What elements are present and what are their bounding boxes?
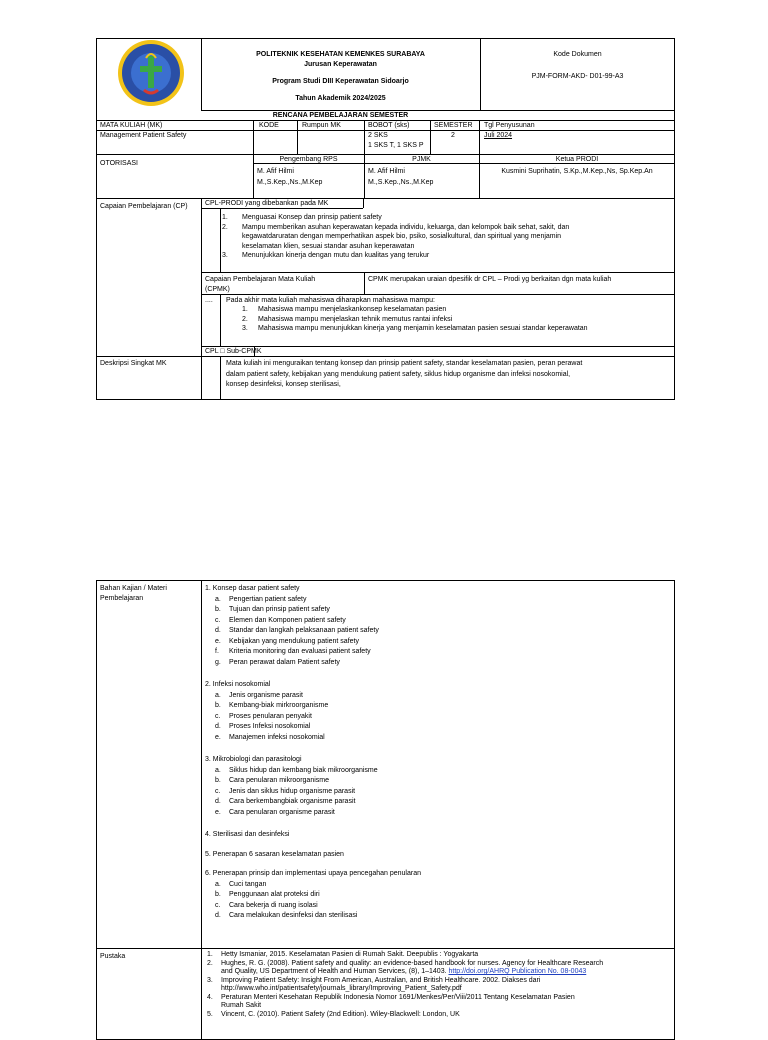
bahan-item <box>205 808 665 819</box>
bobot-detail: 1 SKS T, 1 SKS P <box>368 142 424 149</box>
bahan-item <box>205 722 665 733</box>
semester-value: 2 <box>451 132 455 139</box>
cpl-item-number: 3. <box>222 252 228 259</box>
cpmk-item-text: Mahasiswa mampu menjelaskankonsep keselamatan pasien <box>258 306 447 313</box>
academic-year: Tahun Akademik 2024/2025 <box>295 95 386 102</box>
mk-name: Management Patient Safety <box>100 132 187 139</box>
bahan-item-letter: g. <box>215 658 221 666</box>
bahan-item-letter: b. <box>215 606 221 613</box>
col-ketua: Ketua PRODI <box>555 156 599 163</box>
bahan-item-text: Cara penularan organisme parasit <box>229 808 335 816</box>
rps-title: RENCANA PEMBELAJARAN SEMESTER <box>272 112 409 119</box>
pustaka-line <box>205 1002 673 1011</box>
cpmk-item-number: 1. <box>242 306 248 313</box>
cpmk-dots: .... <box>205 297 213 304</box>
pustaka-line <box>205 1011 673 1020</box>
pustaka-line <box>205 994 673 1003</box>
cpl-item <box>222 223 672 233</box>
bahan-item <box>205 797 665 808</box>
bahan-section-title: 1. Konsep dasar patient safety <box>205 585 300 592</box>
sub-cpmk-label: CPL □ Sub-CPMK <box>205 348 262 355</box>
bahan-item-text: Penggunaan alat proteksi diri <box>229 891 320 898</box>
institution-logo <box>116 38 186 108</box>
bahan-item-letter: b. <box>215 777 221 784</box>
cpmk-item <box>226 305 672 315</box>
cpmk-label-2: (CPMK) <box>205 286 230 293</box>
bahan-item-text: Tujuan dan prinsip patient safety <box>229 606 330 613</box>
bahan-item-letter: b. <box>215 702 221 709</box>
bahan-section-title: 3. Mikrobiologi dan parasitologi <box>205 756 302 763</box>
cpmk-list <box>226 305 672 334</box>
bahan-item <box>205 616 665 627</box>
program-name: Program Studi DIII Keperawatan Sidoarjo <box>272 78 409 85</box>
bahan-section-title: 2. Infeksi nosokomial <box>205 681 271 688</box>
cpl-item-number: 1. <box>222 214 228 221</box>
bahan-item-text: Manajemen infeksi nosokomial <box>229 733 325 741</box>
cpl-list <box>222 213 672 261</box>
bahan-item-letter: a. <box>215 880 221 888</box>
department-name: Jurusan Keperawatan <box>304 61 377 68</box>
cpmk-item-number: 2. <box>242 315 248 323</box>
institution-name: POLITEKNIK KESEHATAN KEMENKES SURABAYA <box>256 51 425 58</box>
bahan-item-text: Kembang-biak mirkroorganisme <box>229 702 329 709</box>
pustaka-text: Hetty Ismaniar, 2015. Keselamatan Pasien di Rumah Sakit. Deepublis : Yogyakarta <box>221 951 479 958</box>
cpl-item-text: Menguasai Konsep dan prinsip patient safety <box>242 214 382 221</box>
bahan-item-letter: a. <box>215 691 221 699</box>
bahan-item-text: Jenis dan siklus hidup organisme parasit <box>229 787 356 795</box>
bahan-item-text: Cara bekerja di ruang isolasi <box>229 901 318 909</box>
pjmk-name: M. Afif Hilmi <box>368 168 405 175</box>
cpl-header: CPL-PRODI yang dibebankan pada MK <box>205 200 329 207</box>
deskripsi-line: dalam patient safety, kebijakan yang mendukung patient safety, siklus hidup organisme dan infeksi nosokomial, <box>226 370 571 378</box>
bahan-item <box>205 776 665 787</box>
pustaka-text: Improving Patient Safety: Insight From American, Australian, and British Healthcare. 2002. Diakses dari <box>221 976 541 984</box>
bahan-item <box>205 880 665 891</box>
pustaka-list <box>205 951 673 1019</box>
bahan-item-text: Kriteria monitoring dan evaluasi patient safety <box>229 648 371 655</box>
cpmk-intro: Pada akhir mata kuliah mahasiswa diharapkan mahasiswa mampu: <box>226 297 435 304</box>
bahan-item <box>205 595 665 606</box>
col-kode: KODE <box>259 122 279 129</box>
bahan-item-text: Kebijakan yang mendukung patient safety <box>229 637 359 645</box>
cpmk-description: CPMK merupakan uraian dpesifik dr CPL – Prodi yg berkaitan dgn mata kuliah <box>368 276 612 283</box>
deskripsi-text <box>226 359 672 391</box>
pustaka-number: 4. <box>207 993 213 1001</box>
bahan-item-letter: a. <box>215 595 221 603</box>
bahan-item-letter: b. <box>215 891 221 898</box>
col-tgl: Tgl Penyusunan <box>484 122 535 129</box>
bahan-item <box>205 637 665 648</box>
cpl-item-text: Mampu memberikan asuhan keperawatan kepada individu, keluarga, dan kelompok baik sehat, sakit, dan <box>242 223 570 231</box>
bahan-item-text: Elemen dan Komponen patient safety <box>229 616 346 624</box>
bahan-item-letter: d. <box>215 723 221 730</box>
cpl-item-text: keselamatan klien, sesuai standar asuhan keperawatan <box>242 242 415 250</box>
doc-code: PJM-FORM-AKD- D01-99-A3 <box>531 73 624 80</box>
bahan-item <box>205 626 665 637</box>
pustaka-number: 3. <box>207 976 213 984</box>
col-semester: SEMESTER <box>434 122 473 129</box>
bahan-item <box>205 647 665 658</box>
bahan-item <box>205 733 665 744</box>
bahan-item <box>205 691 665 702</box>
bahan-spacer <box>205 818 665 830</box>
capaian-label: Capaian Pembelajaran (CP) <box>100 203 188 210</box>
pustaka-text: and Quality, US Department of Health and Human Services, (8), 1–1403. <box>221 968 449 975</box>
tgl-value: Juli 2024 <box>484 132 513 139</box>
bahan-item-letter: c. <box>215 616 221 624</box>
bahan-item-text: Proses Infeksi nosokomial <box>229 723 311 730</box>
bahan-section-title: 5. Penerapan 6 sasaran keselamatan pasien <box>205 850 344 858</box>
bahan-item-letter: d. <box>215 912 221 919</box>
cpl-item <box>222 232 672 242</box>
pustaka-label: Pustaka <box>100 953 126 960</box>
bahan-item <box>205 605 665 616</box>
cpmk-item <box>226 324 672 334</box>
cpmk-item-text: Mahasiswa mampu menunjukkan kinerja yang menjamin keselamatan pasien sesuai standar keperawatan <box>258 325 588 332</box>
bahan-item <box>205 658 665 669</box>
pengembang-name: M. Afif Hilmi <box>257 168 294 175</box>
otorisasi-label: OTORISASI <box>100 160 138 167</box>
pustaka-number: 2. <box>207 959 213 967</box>
pustaka-number: 1. <box>207 951 213 958</box>
pustaka-number: 5. <box>207 1010 213 1018</box>
bahan-item-letter: f. <box>215 648 219 655</box>
pustaka-text: Vincent, C. (2010). Patient Safety (2nd Edition). Wiley-Blackwell: London, UK <box>221 1010 460 1018</box>
pustaka-line <box>205 951 673 960</box>
bahan-item <box>205 712 665 723</box>
bahan-item-letter: e. <box>215 733 221 741</box>
bahan-item-text: Jenis organisme parasit <box>229 691 303 699</box>
bahan-item-text: Pengertian patient safety <box>229 595 307 603</box>
cpmk-item-text: Mahasiswa mampu menjelaskan tehnik memutus rantai infeksi <box>258 315 453 323</box>
pjmk-title: M.,S.Kep.,Ns.,M.Kep <box>368 179 434 186</box>
bahan-item-letter: e. <box>215 637 221 645</box>
bahan-item <box>205 890 665 901</box>
bahan-spacer <box>205 841 665 850</box>
cpl-item <box>222 242 672 252</box>
cpl-item <box>222 213 672 223</box>
col-rumpun: Rumpun MK <box>302 122 341 129</box>
deskripsi-line: konsep desinfeksi, konsep sterilisasi, <box>226 381 341 388</box>
bahan-item <box>205 901 665 912</box>
bahan-spacer <box>205 743 665 755</box>
doc-code-label: Kode Dokumen <box>553 51 602 58</box>
pustaka-text: http://www.who.int/patientsafety/journals_library/Improving_Patient_Safety.pdf <box>221 985 462 992</box>
cpl-item <box>222 251 672 261</box>
bahan-item-letter: e. <box>215 808 221 816</box>
bahan-item <box>205 766 665 777</box>
bahan-item <box>205 911 665 922</box>
pustaka-text: Rumah Sakit <box>221 1002 262 1009</box>
bahan-item-text: Proses penularan penyakit <box>229 712 312 720</box>
bahan-list <box>205 584 665 934</box>
bahan-spacer <box>205 668 665 680</box>
cpmk-label: Capaian Pembelajaran Mata Kuliah <box>205 276 316 283</box>
bahan-item-letter: c. <box>215 901 221 909</box>
bahan-item-letter: c. <box>215 787 221 795</box>
bahan-item-text: Cara melakukan desinfeksi dan sterilisasi <box>229 912 358 919</box>
bahan-item-letter: d. <box>215 798 221 805</box>
deskripsi-label: Deskripsi Singkat MK <box>100 360 167 367</box>
col-mata-kuliah: MATA KULIAH (MK) <box>100 122 163 129</box>
pengembang-title: M.,S.Kep.,Ns.,M.Kep <box>257 179 323 186</box>
bahan-item-text: Cara penularan mikroorganisme <box>229 777 329 784</box>
bahan-section-title: 6. Penerapan prinsip dan implementasi upaya pencegahan penularan <box>205 870 421 877</box>
col-pjmk: PJMK <box>412 156 431 163</box>
bahan-item-text: Cara berkembangbiak organisme parasit <box>229 798 356 805</box>
bahan-spacer <box>205 922 665 934</box>
bahan-section-title: 4. Sterilisasi dan desinfeksi <box>205 831 290 838</box>
cpmk-item <box>226 315 672 325</box>
pustaka-line <box>205 968 673 977</box>
col-pengembang: Pengembang RPS <box>279 156 338 163</box>
pustaka-line <box>205 985 673 994</box>
bahan-item-letter: c. <box>215 712 221 720</box>
bahan-label: Bahan Kajian / Materi <box>100 585 167 592</box>
bahan-item <box>205 787 665 798</box>
pustaka-line <box>205 960 673 969</box>
ketua-name: Kusmini Suprihatin, S.Kp.,M.Kep.,Ns, Sp.Kep.An <box>501 168 653 175</box>
pustaka-line <box>205 977 673 986</box>
bahan-item-text: Standar dan langkah pelaksanaan patient safety <box>229 627 379 634</box>
bahan-spacer <box>205 860 665 869</box>
bobot-sks: 2 SKS <box>368 132 388 139</box>
col-bobot: BOBOT (sks) <box>368 122 410 129</box>
bahan-label-2: Pembelajaran <box>100 595 144 602</box>
cpmk-item-number: 3. <box>242 325 248 332</box>
pustaka-link: http://doi.org/AHRQ Publication No. 08-0043 <box>448 968 587 975</box>
bahan-item <box>205 701 665 712</box>
cpl-item-text: kegawatdaruratan dengan memperhatikan aspek bio, psiko, sosialkultural, dan spiritual yang menjamin <box>242 233 562 240</box>
pustaka-text: Hughes, R. G. (2008). Patient safety and quality: an evidence-based handbook for nurses. Agency for Healthcare Research <box>221 959 604 967</box>
bahan-item-letter: d. <box>215 627 221 634</box>
cpl-item-number: 2. <box>222 223 228 231</box>
bahan-item-text: Peran perawat dalam Patient safety <box>229 658 340 666</box>
bahan-item-text: Cuci tangan <box>229 880 267 888</box>
deskripsi-line: Mata kuliah ini menguraikan tentang konsep dan prinsip patient safety, standar keselamatan pasien, peran perawat <box>226 360 583 367</box>
bahan-item-text: Siklus hidup dan kembang biak mikroorganisme <box>229 766 378 774</box>
pustaka-text: Peraturan Menteri Kesehatan Republik Indonesia Nomor 1691/Menkes/Per/Viii/2011 Tentang Keselamatan Pasien <box>221 993 575 1001</box>
bahan-item-letter: a. <box>215 766 221 774</box>
cpl-item-text: Menunjukkan kinerja dengan mutu dan kualitas yang terukur <box>242 252 430 259</box>
